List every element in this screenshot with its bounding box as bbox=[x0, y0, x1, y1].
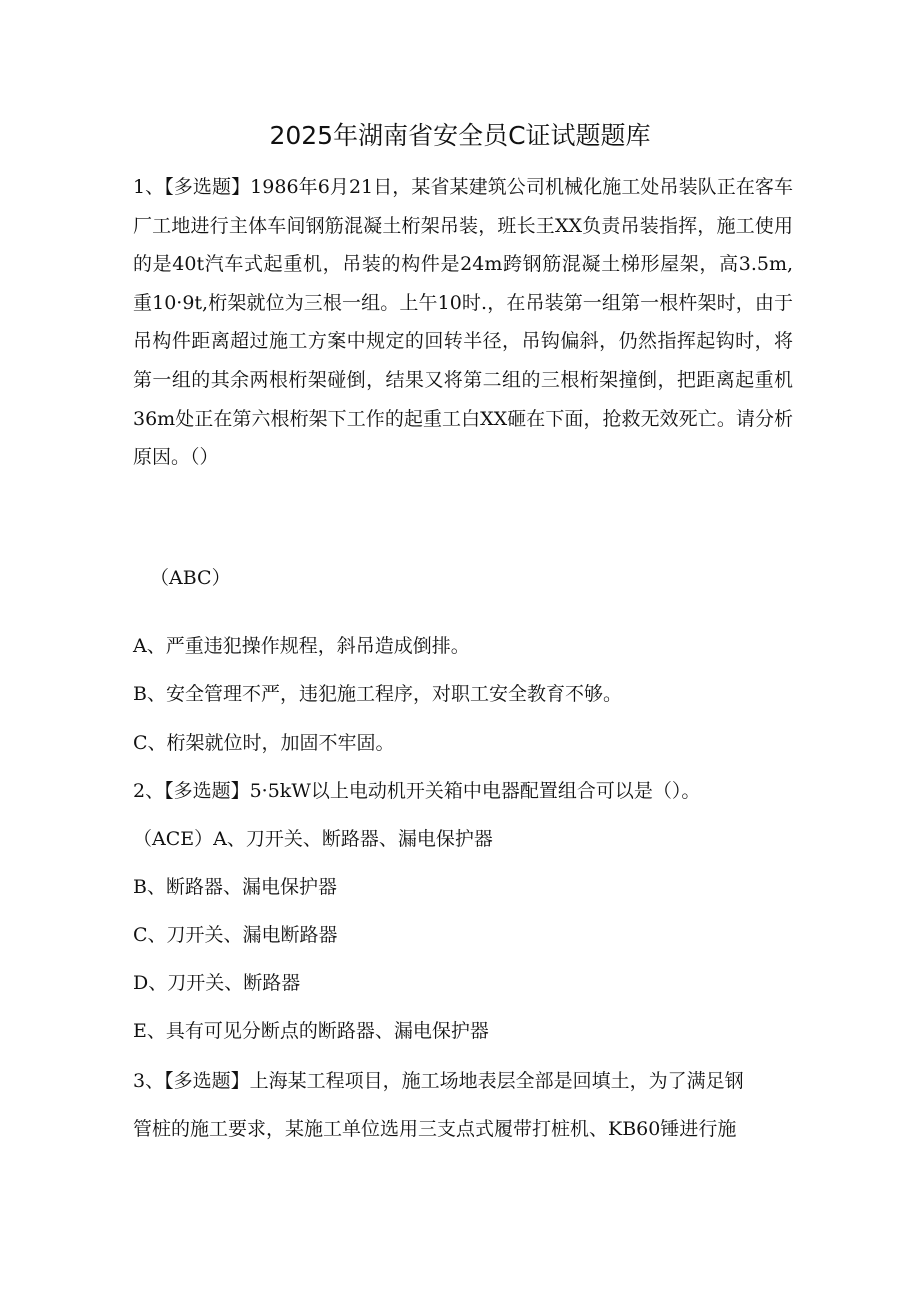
question-1-option-b: B、安全管理不严，违犯施工程序，对职工安全教育不够。 bbox=[133, 683, 622, 705]
question-1-answer: （ABC） bbox=[150, 567, 231, 589]
question-3-line-1: 3、【多选题】上海某工程项目，施工场地表层全部是回填土，为了满足钢 bbox=[133, 1070, 744, 1092]
document-title: 2025年湖南省安全员C证试题题库 bbox=[269, 121, 651, 150]
question-1-option-a: A、严重违犯操作规程，斜吊造成倒排。 bbox=[133, 635, 470, 657]
question-2-option-c: C、刀开关、漏电断路器 bbox=[133, 924, 338, 946]
question-2-answer-option-a: （ACE）A、刀开关、断路器、漏电保护器 bbox=[133, 828, 493, 850]
question-1-option-c: C、桁架就位时，加固不牢固。 bbox=[133, 732, 395, 754]
question-1-text: 1、【多选题】1986年6月21日，某省某建筑公司机械化施工处吊装队正在客车厂工地进行主体车间钢筋混凝土桁架吊装，班长王XX负责吊装指挥，施工使用的是40t汽车式起重机，吊装的构件是24m跨钢筋混凝土梯形屋架，高3.5m,重10·9t,桁架就位为三根一组。上午10时.，在吊装第一组第一根杵架时，由于吊构件距离超过施工方案中规定的回转半径，吊钩偏斜，仍然指挥起钩时，将第一组的其余两根桁架碰倒，结果又将第二组的三根桁架撞倒，把距离起重机36m处正在第六根桁架下工作的起重工白XX砸在下面，抢救无效死亡。请分析原因。（） bbox=[133, 176, 793, 469]
question-2-option-b: B、断路器、漏电保护器 bbox=[133, 876, 337, 898]
question-2-option-d: D、刀开关、断路器 bbox=[133, 972, 301, 994]
question-2-text: 2、【多选题】5·5kW以上电动机开关箱中电器配置组合可以是（）。 bbox=[133, 780, 701, 802]
question-2-option-e: E、具有可见分断点的断路器、漏电保护器 bbox=[133, 1020, 489, 1042]
question-3-line-2: 管桩的施工要求，某施工单位选用三支点式履带打桩机、KB60锤进行施 bbox=[133, 1118, 737, 1140]
